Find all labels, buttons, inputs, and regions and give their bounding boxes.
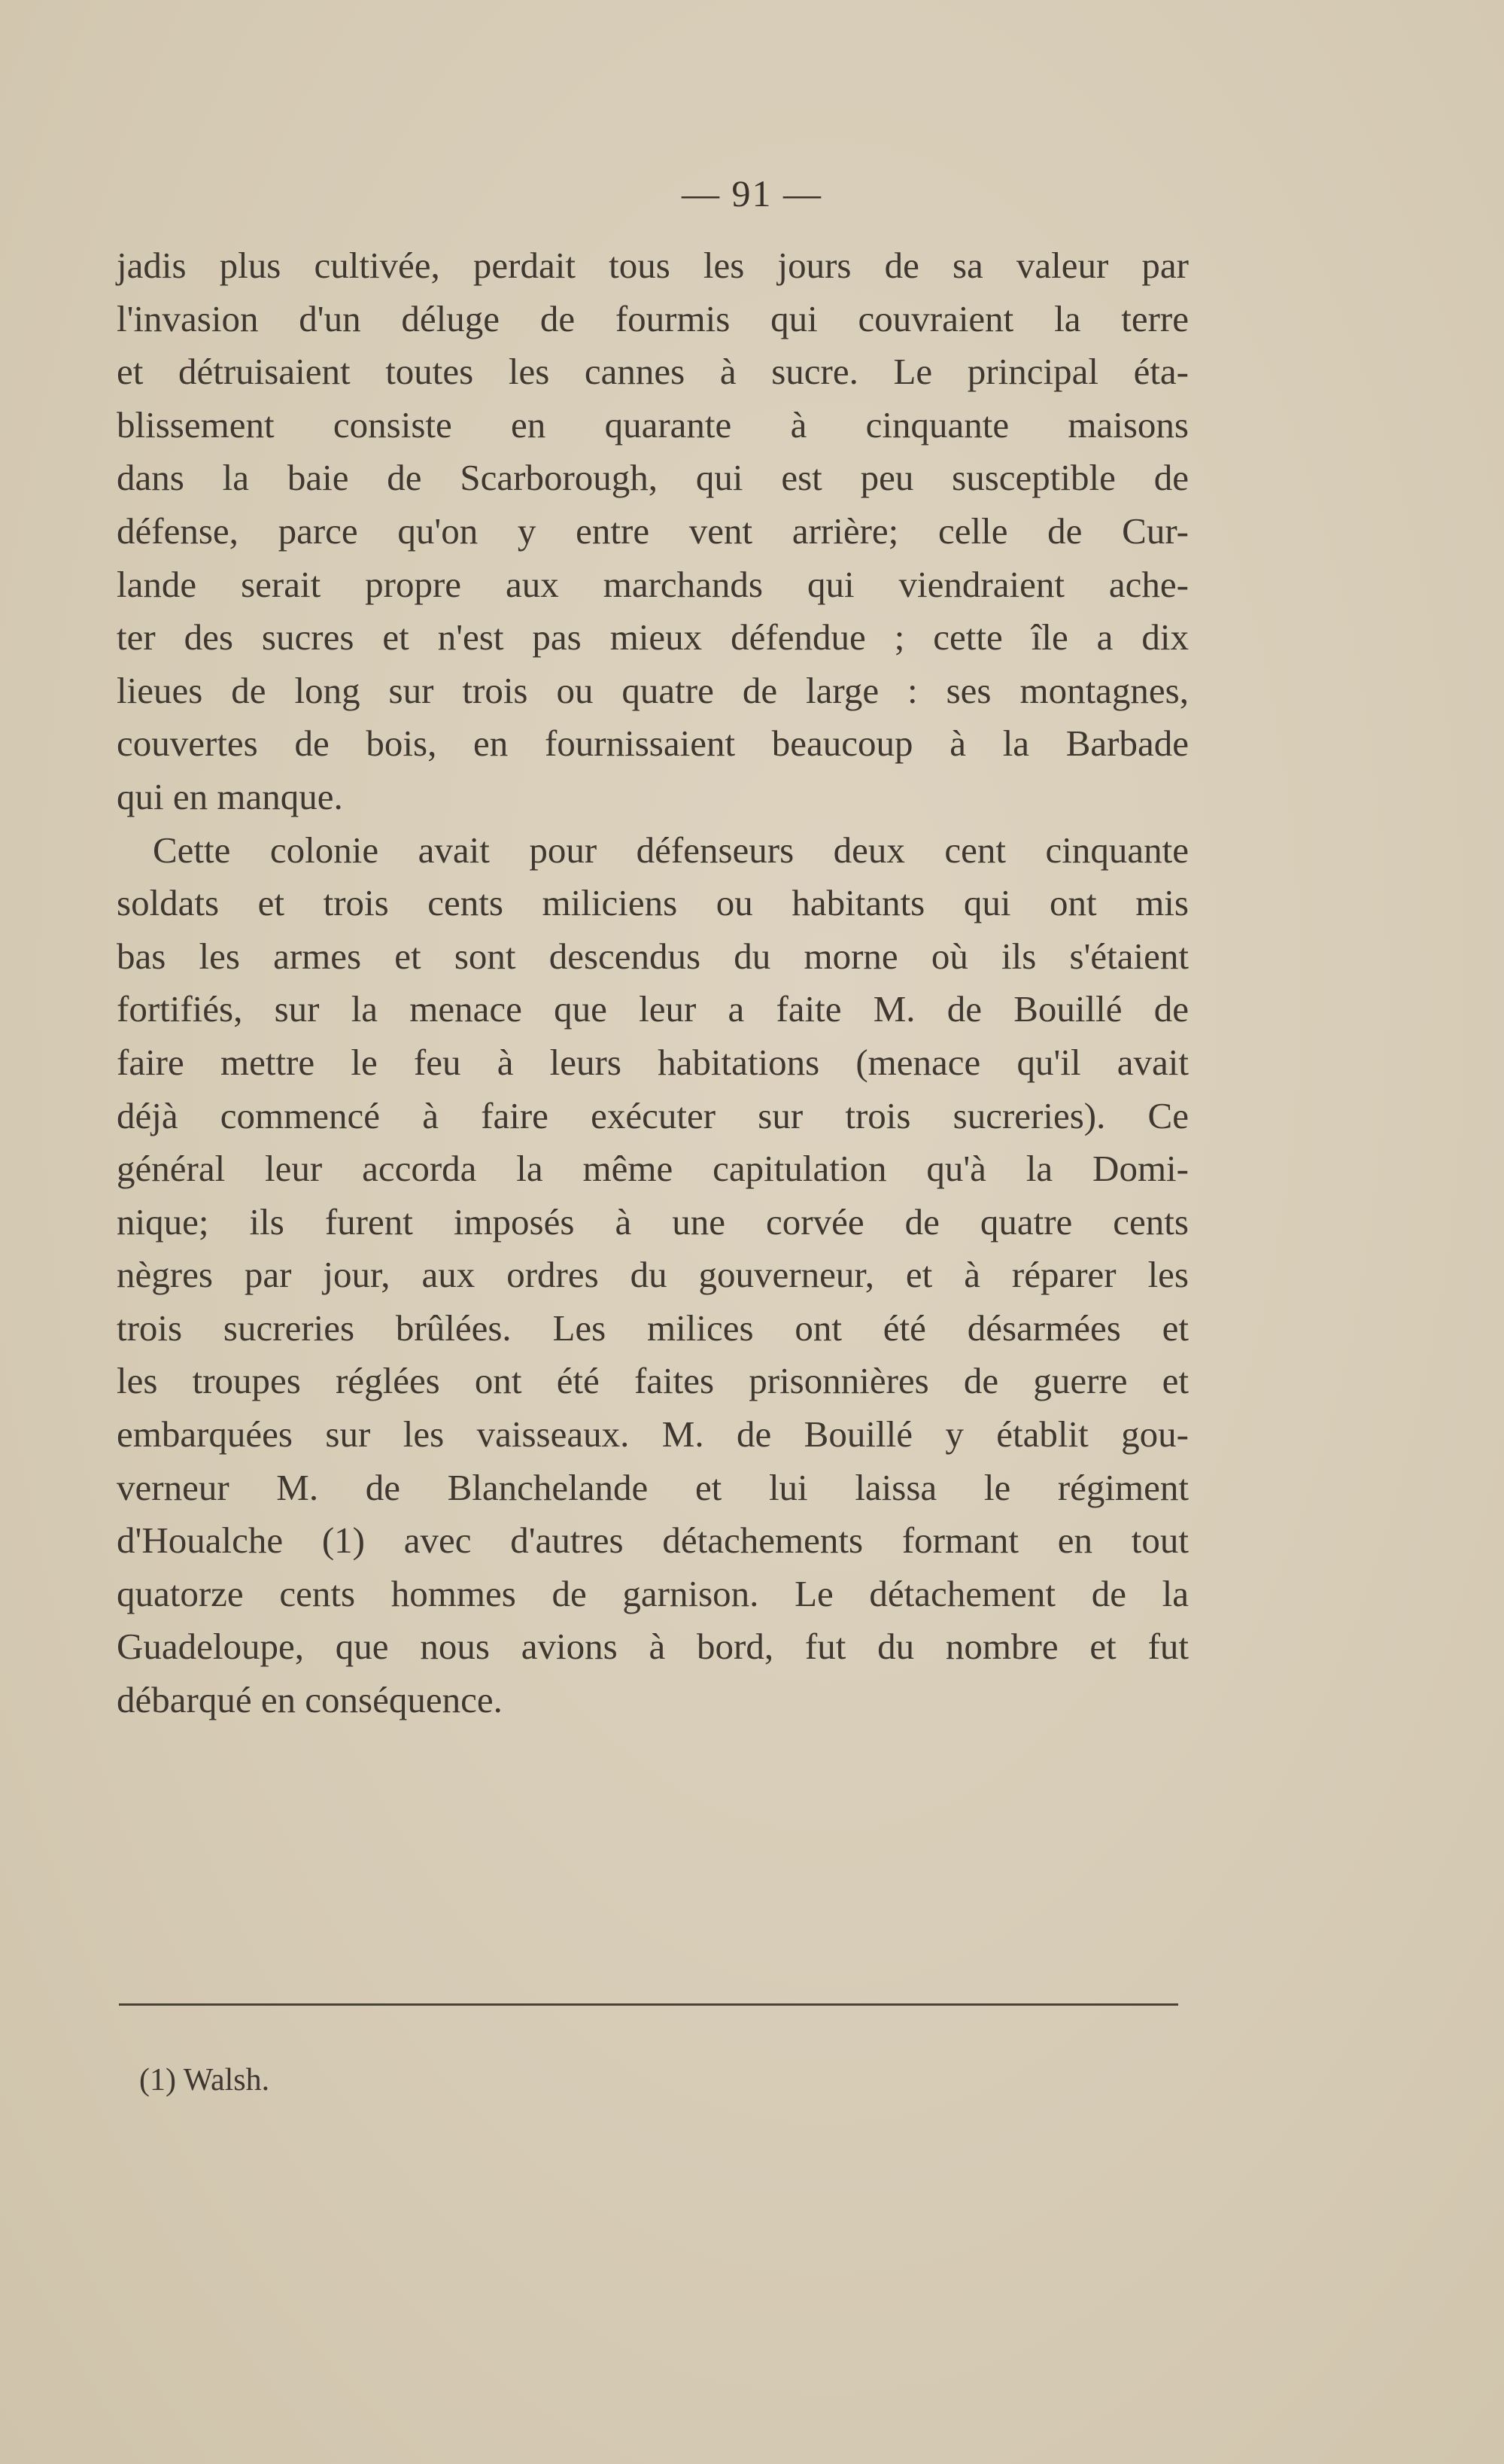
text-line: Cette colonie avait pour défenseurs deux cent cinquante: [153, 829, 1189, 871]
text-line: et détruisaient toutes les cannes à sucre. Le principal éta-: [117, 351, 1189, 393]
footnote-divider: [119, 2003, 1178, 2006]
text-line: débarqué en conséquence.: [117, 1679, 503, 1721]
text-line: trois sucreries brûlées. Les milices ont été désarmées et: [117, 1307, 1189, 1349]
text-line: les troupes réglées ont été faites prisonnières de guerre et: [117, 1360, 1189, 1402]
text-line: couvertes de bois, en fournissaient beaucoup à la Barbade: [117, 722, 1189, 765]
text-line: faire mettre le feu à leurs habitations (menace qu'il avait: [117, 1041, 1189, 1083]
text-line: d'Houalche (1) avec d'autres détachements formant en tout: [117, 1519, 1189, 1562]
text-line: jadis plus cultivée, perdait tous les jours de sa valeur par: [117, 245, 1189, 286]
body-text: [117, 239, 1189, 1727]
text-line: l'invasion d'un déluge de fourmis qui couvraient la terre: [117, 297, 1189, 339]
text-line: défense, parce qu'on y entre vent arrière; celle de Cur-: [117, 510, 1189, 552]
paragraph: [117, 239, 1189, 824]
text-line: général leur accorda la même capitulation qu'à la Domi-: [117, 1148, 1189, 1190]
text-line: bas les armes et sont descendus du morne où ils s'étaient: [117, 935, 1189, 977]
text-line: lande serait propre aux marchands qui viendraient ache-: [117, 563, 1189, 605]
text-line: déjà commencé à faire exécuter sur trois sucreries). Ce: [117, 1094, 1189, 1136]
text-line: qui en manque.: [117, 775, 343, 817]
text-line: Guadeloupe, que nous avions à bord, fut du nombre et fut: [117, 1626, 1189, 1668]
text-line: soldats et trois cents miliciens ou habitants qui ont mis: [117, 882, 1189, 924]
text-line: verneur M. de Blanchelande et lui laissa le régiment: [117, 1466, 1189, 1508]
page-number: — 91 —: [682, 172, 822, 214]
text-line: nègres par jour, aux ordres du gouverneur, et à réparer les: [117, 1254, 1189, 1296]
text-line: dans la baie de Scarborough, qui est peu susceptible de: [117, 457, 1189, 499]
footnote: (1) Walsh.: [139, 2063, 270, 2097]
text-line: fortifiés, sur la menace que leur a faite M. de Bouillé de: [117, 988, 1189, 1030]
text-line: nique; ils furent imposés à une corvée de quatre cents: [117, 1200, 1189, 1243]
text-line: lieues de long sur trois ou quatre de large : ses montagnes,: [117, 669, 1189, 711]
text-line: embarquées sur les vaisseaux. M. de Bouillé y établit gou-: [117, 1413, 1189, 1456]
paragraph: [117, 824, 1189, 1727]
text-line: ter des sucres et n'est pas mieux défendue ; cette île a dix: [117, 616, 1189, 659]
text-line: blissement consiste en quarante à cinquante maisons: [117, 403, 1189, 446]
text-line: quatorze cents hommes de garnison. Le détachement de la: [117, 1572, 1189, 1614]
